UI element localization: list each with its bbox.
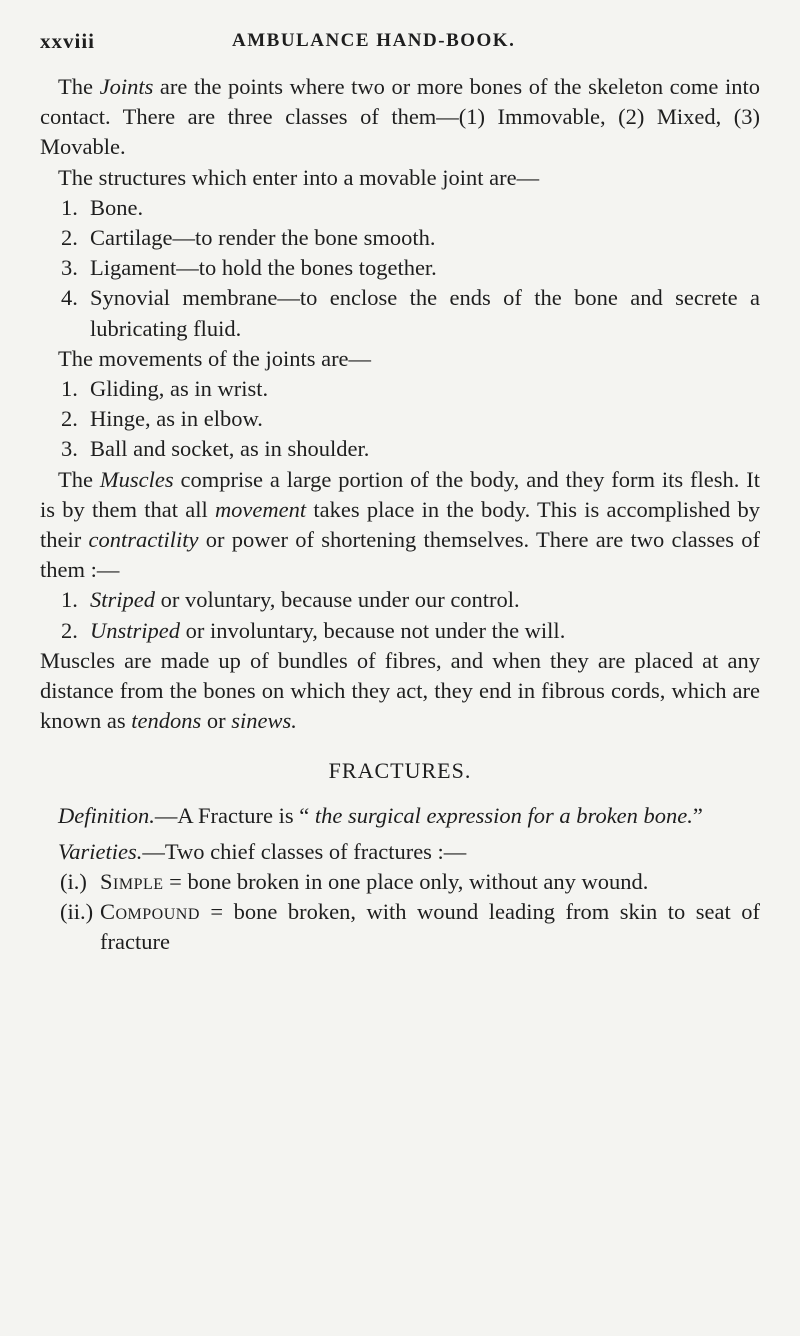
definition-quote: the surgical expression for a broken bone. — [314, 802, 693, 828]
structures-list — [40, 193, 760, 344]
list-item-term: Simple — [100, 869, 164, 895]
contractility-term: contractility — [88, 527, 199, 553]
list-item-text: = bone broken in one place only, without any wound. — [163, 869, 649, 895]
list-item-text: Gliding, as in wrist. — [90, 376, 269, 402]
tendons-term: tendons — [131, 708, 202, 734]
list-item-text: Cartilage—to render the bone smooth. — [90, 225, 436, 251]
varieties-list — [40, 867, 760, 958]
list-item — [40, 404, 760, 434]
list-item-term: Unstriped — [90, 617, 180, 643]
list-item — [40, 253, 760, 283]
list-item-number: 1. — [61, 587, 78, 613]
definition-end: ” — [692, 802, 703, 828]
list-item-text: Hinge, as in elbow. — [90, 406, 263, 432]
list-item — [40, 193, 760, 223]
muscle-classes-list — [40, 585, 760, 645]
list-item-number: 1. — [61, 376, 78, 402]
muscles-text-3: or power of shortening themselves. There are two classes of them :— — [40, 527, 761, 583]
muscles-text-2: takes place in the body. This is accomplished by their — [40, 496, 760, 553]
definition-paragraph — [40, 801, 760, 831]
joints-term: Joints — [99, 74, 154, 99]
list-item-text: = bone broken, with wound leading from skin to seat of fracture — [100, 899, 760, 955]
list-item-text: Bone. — [90, 194, 144, 220]
list-item-number: 1. — [61, 194, 78, 220]
list-item-number: (ii.) — [60, 899, 94, 925]
list-item-number: 3. — [61, 436, 78, 462]
list-item-number: 2. — [61, 406, 78, 432]
varieties-text: —Two chief classes of fractures :— — [142, 838, 467, 864]
muscles-term: Muscles — [99, 466, 174, 492]
list-item — [40, 434, 760, 464]
list-item — [40, 374, 760, 404]
list-item-text: or involuntary, because not under the will. — [180, 617, 566, 643]
joints-lead: The — [58, 74, 93, 99]
list-item-text: Ligament—to hold the bones together. — [90, 255, 437, 281]
definition-text: —A Fracture is “ — [154, 802, 315, 828]
joints-intro-paragraph — [40, 72, 760, 163]
list-item-number: 2. — [61, 617, 78, 643]
varieties-label: Varieties. — [58, 838, 143, 864]
list-item-text: Synovial membrane—to enclose the ends of the bone and secrete a lubricating fluid. — [90, 285, 760, 341]
definition-label: Definition. — [58, 802, 155, 828]
section-heading: FRACTURES. — [328, 758, 472, 784]
running-title: AMBULANCE HAND-BOOK. — [232, 30, 516, 51]
list-item-term: Compound — [100, 899, 200, 925]
movements-list — [40, 374, 760, 465]
list-item — [40, 283, 760, 343]
list-item — [40, 897, 760, 957]
joints-intro-text: are the points where two or more bones of the skeleton come into contact. There are three classes of them—(1) Immovable, (2) Mixed, (3) Movable. — [40, 74, 760, 160]
muscles-text-1: comprise a large portion of the body, and they form its flesh. It is by them that all — [40, 466, 760, 522]
list-item-text: Ball and socket, as in shoulder. — [90, 436, 370, 462]
running-header — [40, 26, 760, 58]
muscles-lead: The — [58, 466, 93, 492]
movements-intro: The movements of the joints are— — [58, 345, 372, 371]
list-item-term: Striped — [90, 587, 155, 613]
list-item — [40, 223, 760, 253]
list-item-number: (i.) — [60, 869, 87, 895]
list-item — [40, 585, 760, 615]
varieties-paragraph — [40, 837, 760, 867]
list-item-number: 4. — [61, 285, 78, 311]
list-item-number: 2. — [61, 225, 78, 251]
muscles-closing-paragraph — [40, 646, 760, 737]
movement-term: movement — [214, 496, 307, 522]
or-word: or — [201, 708, 232, 734]
muscles-closing-text: Muscles are made up of bundles of fibres, and when they are placed at any distance from the bones on which they act, they end in fibrous cords, which are known as — [40, 647, 760, 734]
muscles-paragraph — [40, 465, 760, 586]
list-item-text: or voluntary, because under our control. — [155, 587, 520, 613]
page-number: xxviii — [40, 29, 96, 53]
structures-intro: The structures which enter into a movable joint are— — [58, 164, 540, 190]
list-item — [40, 616, 760, 646]
list-item-number: 3. — [61, 255, 78, 281]
sinews-term: sinews. — [231, 708, 297, 734]
list-item — [40, 867, 760, 897]
